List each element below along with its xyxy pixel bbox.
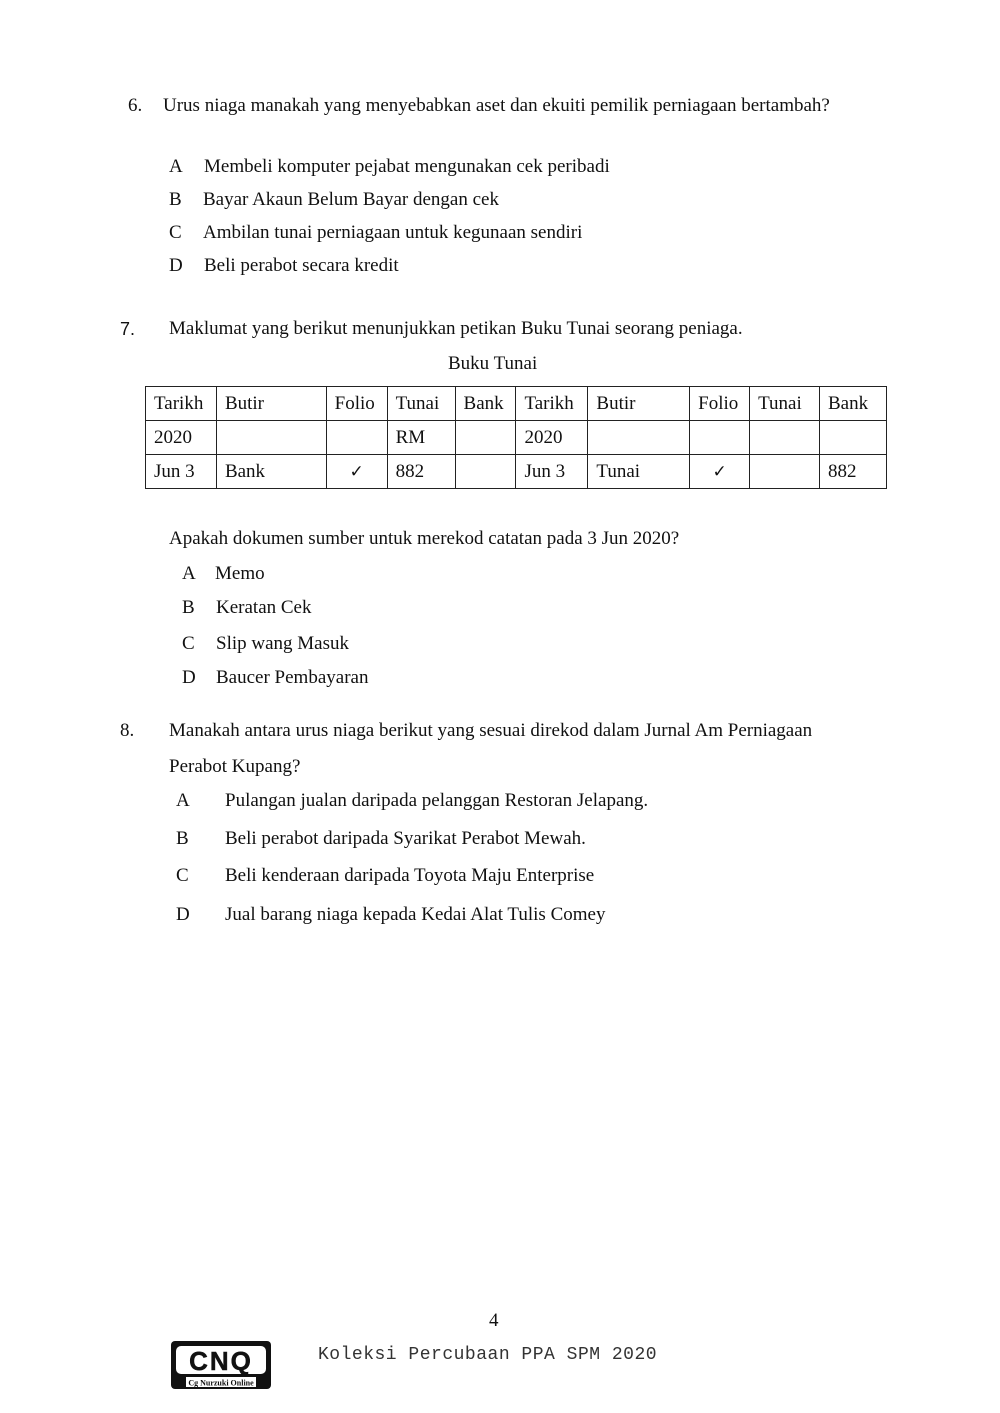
- q6-option-d[interactable]: [169, 254, 399, 278]
- q7-text: Maklumat yang berikut menunjukkan petikan Buku Tunai seorang peniaga.: [169, 318, 743, 339]
- option-text: Jual barang niaga kepada Kedai Alat Tulis Comey: [225, 904, 606, 925]
- option-text: Beli perabot secara kredit: [204, 255, 399, 276]
- table-row: [146, 421, 887, 455]
- checkmark-icon: ✓: [690, 455, 750, 489]
- q8-option-c[interactable]: [176, 864, 594, 888]
- q8-text-line1: Manakah antara urus niaga berikut yang sesuai direkod dalam Jurnal Am Perniagaan: [169, 720, 813, 741]
- q7-option-a[interactable]: [182, 562, 265, 586]
- svg-text:Cg Nurzuki Online: Cg Nurzuki Online: [188, 1378, 254, 1388]
- q6-option-a[interactable]: [169, 155, 610, 179]
- q7-question: Apakah dokumen sumber untuk merekod catatan pada 3 Jun 2020?: [169, 528, 680, 549]
- header-cell: Folio: [326, 387, 387, 421]
- table-cell: [588, 421, 690, 455]
- table-cell: [326, 421, 387, 455]
- option-text: Beli perabot daripada Syarikat Perabot Mewah.: [225, 828, 586, 849]
- table-cell: [820, 421, 887, 455]
- q8-option-d[interactable]: [176, 903, 605, 927]
- q8-text-line2: Perabot Kupang?: [169, 756, 301, 777]
- option-letter: C: [169, 222, 182, 243]
- checkmark-icon: ✓: [326, 455, 387, 489]
- header-cell: Tarikh: [516, 387, 588, 421]
- q8-number: 8.: [120, 720, 135, 741]
- q8-option-a[interactable]: [176, 789, 648, 813]
- table-cell: 2020: [146, 421, 217, 455]
- header-cell: Butir: [216, 387, 326, 421]
- option-text: Ambilan tunai perniagaan untuk kegunaan sendiri: [203, 222, 583, 243]
- option-text: Keratan Cek: [216, 597, 312, 618]
- header-cell: Butir: [588, 387, 690, 421]
- option-letter: D: [176, 904, 190, 925]
- option-text: Pulangan jualan daripada pelanggan Restoran Jelapang.: [225, 790, 649, 811]
- cnq-logo: [170, 1340, 272, 1390]
- table-cell: [455, 421, 516, 455]
- q6-text: Urus niaga manakah yang menyebabkan aset dan ekuiti pemilik perniagaan bertambah?: [163, 95, 830, 116]
- option-text: Beli kenderaan daripada Toyota Maju Enterprise: [225, 865, 595, 886]
- header-cell: Tunai: [750, 387, 820, 421]
- option-letter: A: [182, 563, 196, 584]
- header-cell: Tunai: [387, 387, 455, 421]
- table-cell: 882: [387, 455, 455, 489]
- option-letter: C: [182, 633, 195, 654]
- q7-option-c[interactable]: [182, 632, 349, 656]
- q6-option-c[interactable]: [169, 221, 582, 245]
- svg-text:CNQ: CNQ: [189, 1346, 253, 1376]
- option-letter: D: [169, 255, 183, 276]
- table-header-row: [146, 387, 887, 421]
- table-cell: [455, 455, 516, 489]
- table-cell: 882: [820, 455, 887, 489]
- q8-option-b[interactable]: [176, 827, 586, 851]
- option-letter: B: [182, 597, 195, 618]
- q6-number: 6.: [128, 95, 143, 116]
- table-cell: RM: [387, 421, 455, 455]
- table-row: [146, 455, 887, 489]
- table-cell: Jun 3: [146, 455, 217, 489]
- q7-option-b[interactable]: [182, 596, 311, 620]
- collection-title: Koleksi Percubaan PPA SPM 2020: [318, 1345, 658, 1365]
- option-text: Slip wang Masuk: [216, 633, 349, 654]
- q7-number: 7.: [120, 319, 136, 339]
- option-letter: C: [176, 865, 189, 886]
- option-letter: A: [176, 790, 190, 811]
- q7-option-d[interactable]: [182, 666, 368, 690]
- option-letter: B: [176, 828, 189, 849]
- table-cell: Tunai: [588, 455, 690, 489]
- header-cell: Tarikh: [146, 387, 217, 421]
- option-letter: D: [182, 667, 196, 688]
- option-letter: A: [169, 156, 183, 177]
- table-cell: Bank: [216, 455, 326, 489]
- header-cell: Folio: [690, 387, 750, 421]
- header-cell: Bank: [820, 387, 887, 421]
- option-text: Membeli komputer pejabat mengunakan cek peribadi: [204, 156, 610, 177]
- table-cell: Jun 3: [516, 455, 588, 489]
- table-cell: [750, 421, 820, 455]
- option-text: Baucer Pembayaran: [216, 667, 369, 688]
- page-number: 4: [489, 1310, 499, 1331]
- table-cell: 2020: [516, 421, 588, 455]
- table-cell: [690, 421, 750, 455]
- header-cell: Bank: [455, 387, 516, 421]
- option-letter: B: [169, 189, 182, 210]
- cash-book-table: [145, 386, 887, 489]
- table-cell: [750, 455, 820, 489]
- option-text: Memo: [215, 563, 265, 584]
- logo-graphic: [170, 1340, 272, 1390]
- table-title: Buku Tunai: [448, 353, 538, 374]
- q6-option-b[interactable]: [169, 188, 499, 212]
- option-text: Bayar Akaun Belum Bayar dengan cek: [203, 189, 499, 210]
- table-cell: [216, 421, 326, 455]
